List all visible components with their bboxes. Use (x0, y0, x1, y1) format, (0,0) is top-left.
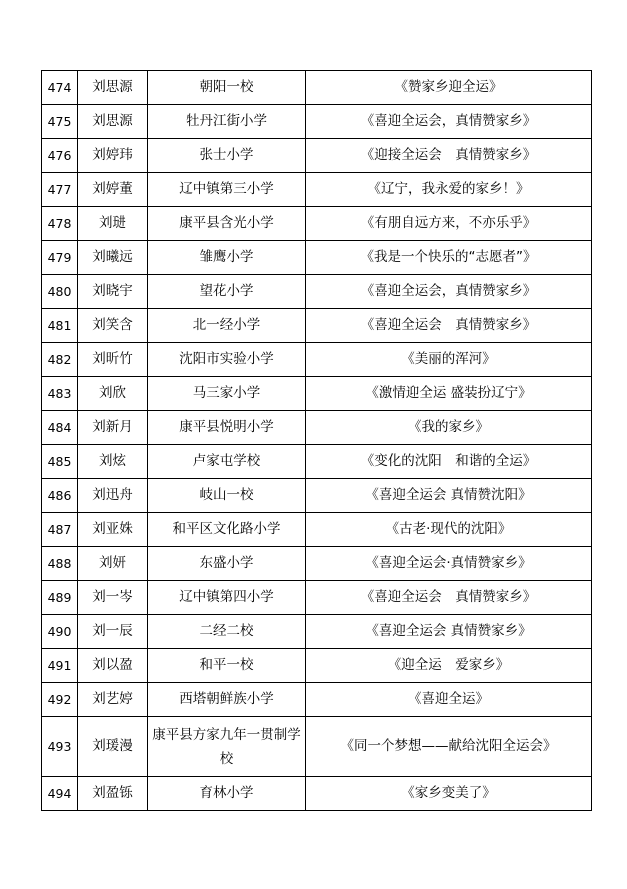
entry-number: 485 (42, 445, 78, 479)
school-name: 望花小学 (148, 275, 306, 309)
work-title: 《变化的沈阳 和谐的全运》 (306, 445, 592, 479)
entry-number: 474 (42, 71, 78, 105)
table-row (42, 717, 592, 777)
entry-number: 489 (42, 581, 78, 615)
table-row (42, 683, 592, 717)
entry-number: 483 (42, 377, 78, 411)
school-name: 和平一校 (148, 649, 306, 683)
work-title: 《喜迎全运会 真情赞沈阳》 (306, 479, 592, 513)
school-name: 辽中镇第三小学 (148, 173, 306, 207)
student-name: 刘欣 (78, 377, 148, 411)
table-row (42, 547, 592, 581)
table-row (42, 777, 592, 811)
work-title: 《美丽的浑河》 (306, 343, 592, 377)
student-name: 刘艺婷 (78, 683, 148, 717)
work-title: 《辽宁，我永爱的家乡！》 (306, 173, 592, 207)
entry-number: 484 (42, 411, 78, 445)
student-name: 刘炫 (78, 445, 148, 479)
work-title: 《迎全运 爱家乡》 (306, 649, 592, 683)
entry-number: 480 (42, 275, 78, 309)
work-title: 《激情迎全运 盛装扮辽宁》 (306, 377, 592, 411)
student-name: 刘笑含 (78, 309, 148, 343)
award-list-table (41, 70, 592, 811)
student-name: 刘思源 (78, 71, 148, 105)
student-name: 刘思源 (78, 105, 148, 139)
student-name: 刘瑗漫 (78, 717, 148, 777)
work-title: 《喜迎全运会，真情赞家乡》 (306, 105, 592, 139)
student-name: 刘晓宇 (78, 275, 148, 309)
table-row (42, 411, 592, 445)
entry-number: 475 (42, 105, 78, 139)
school-name: 牡丹江街小学 (148, 105, 306, 139)
table-row (42, 649, 592, 683)
table-row (42, 173, 592, 207)
student-name: 刘琎 (78, 207, 148, 241)
work-title: 《古老·现代的沈阳》 (306, 513, 592, 547)
school-name: 马三家小学 (148, 377, 306, 411)
school-name: 育林小学 (148, 777, 306, 811)
work-title: 《迎接全运会 真情赞家乡》 (306, 139, 592, 173)
entry-number: 491 (42, 649, 78, 683)
work-title: 《喜迎全运》 (306, 683, 592, 717)
entry-number: 492 (42, 683, 78, 717)
table-row (42, 343, 592, 377)
work-title: 《同一个梦想——献给沈阳全运会》 (306, 717, 592, 777)
student-name: 刘婷董 (78, 173, 148, 207)
school-name: 东盛小学 (148, 547, 306, 581)
table-row (42, 71, 592, 105)
school-name: 卢家屯学校 (148, 445, 306, 479)
school-name: 康平县悦明小学 (148, 411, 306, 445)
student-name: 刘曦远 (78, 241, 148, 275)
work-title: 《家乡变美了》 (306, 777, 592, 811)
school-name: 二经二校 (148, 615, 306, 649)
table-row (42, 615, 592, 649)
work-title: 《喜迎全运会 真情赞家乡》 (306, 309, 592, 343)
table-row (42, 377, 592, 411)
table-row (42, 445, 592, 479)
school-name: 雏鹰小学 (148, 241, 306, 275)
student-name: 刘盈铄 (78, 777, 148, 811)
work-title: 《有朋自远方来，不亦乐乎》 (306, 207, 592, 241)
work-title: 《喜迎全运会 真情赞家乡》 (306, 581, 592, 615)
entry-number: 477 (42, 173, 78, 207)
table-row (42, 309, 592, 343)
student-name: 刘以盈 (78, 649, 148, 683)
table-row (42, 139, 592, 173)
entry-number: 481 (42, 309, 78, 343)
entry-number: 482 (42, 343, 78, 377)
student-name: 刘亚姝 (78, 513, 148, 547)
school-name: 西塔朝鲜族小学 (148, 683, 306, 717)
table-row (42, 241, 592, 275)
table-row (42, 581, 592, 615)
entry-number: 494 (42, 777, 78, 811)
entry-number: 486 (42, 479, 78, 513)
school-name: 张士小学 (148, 139, 306, 173)
student-name: 刘迅舟 (78, 479, 148, 513)
entry-number: 487 (42, 513, 78, 547)
entry-number: 493 (42, 717, 78, 777)
student-name: 刘昕竹 (78, 343, 148, 377)
school-name: 岐山一校 (148, 479, 306, 513)
table-row (42, 513, 592, 547)
entry-number: 476 (42, 139, 78, 173)
table-row (42, 479, 592, 513)
work-title: 《我的家乡》 (306, 411, 592, 445)
student-name: 刘一岑 (78, 581, 148, 615)
entry-number: 490 (42, 615, 78, 649)
work-title: 《我是一个快乐的“志愿者”》 (306, 241, 592, 275)
table-row (42, 275, 592, 309)
school-name: 辽中镇第四小学 (148, 581, 306, 615)
table-row (42, 207, 592, 241)
student-name: 刘一辰 (78, 615, 148, 649)
school-name: 朝阳一校 (148, 71, 306, 105)
work-title: 《喜迎全运会，真情赞家乡》 (306, 275, 592, 309)
work-title: 《赞家乡迎全运》 (306, 71, 592, 105)
school-name: 康平县方家九年一贯制学校 (148, 717, 306, 777)
entry-number: 479 (42, 241, 78, 275)
entry-number: 488 (42, 547, 78, 581)
student-name: 刘妍 (78, 547, 148, 581)
work-title: 《喜迎全运会·真情赞家乡》 (306, 547, 592, 581)
school-name: 北一经小学 (148, 309, 306, 343)
school-name: 和平区文化路小学 (148, 513, 306, 547)
entry-number: 478 (42, 207, 78, 241)
school-name: 康平县含光小学 (148, 207, 306, 241)
student-name: 刘婷玮 (78, 139, 148, 173)
student-name: 刘新月 (78, 411, 148, 445)
school-name: 沈阳市实验小学 (148, 343, 306, 377)
work-title: 《喜迎全运会 真情赞家乡》 (306, 615, 592, 649)
table-row (42, 105, 592, 139)
